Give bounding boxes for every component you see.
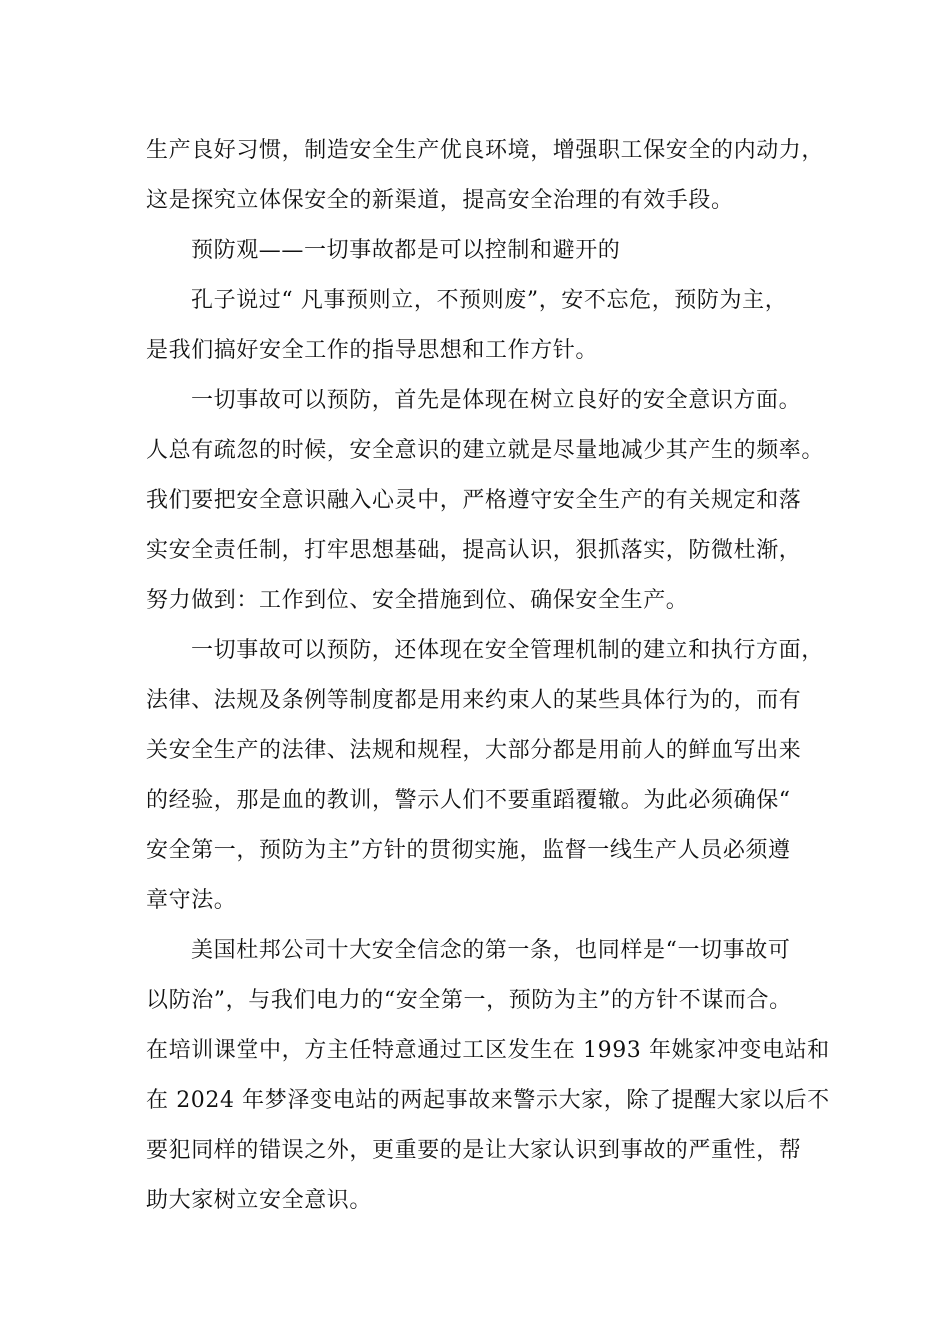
text-line: 在 2024 年梦泽变电站的两起事故来警示大家，除了提醒大家以后不 <box>146 1088 830 1113</box>
text-line: 章守法。 <box>146 888 237 913</box>
section-heading: 预防观——一切事故都是可以控制和避开的 <box>191 238 621 263</box>
text-line: 一切事故可以预防，首先是体现在树立良好的安全意识方面。 <box>191 388 802 413</box>
text-line: 关安全生产的法律、法规和规程，大部分都是用前人的鲜血写出来 <box>146 738 802 763</box>
text-line: 一切事故可以预防，还体现在安全管理机制的建立和执行方面， <box>191 638 824 663</box>
text-line: 以防治”，与我们电力的“安全第一，预防为主”的方针不谋而合。 <box>146 988 792 1013</box>
text-line: 在培训课堂中，方主任特意通过工区发生在 1993 年姚家冲变电站和 <box>146 1038 830 1063</box>
text-line: 安全第一，预防为主”方针的贯彻实施，监督一线生产人员必须遵 <box>146 838 791 863</box>
text-line: 助大家树立安全意识。 <box>146 1188 373 1213</box>
text-line: 人总有疏忽的时候，安全意识的建立就是尽量地减少其产生的频率。 <box>146 438 825 463</box>
text-line: 实安全责任制，打牢思想基础，提高认识，狠抓落实，防微杜渐， <box>146 538 802 563</box>
text-line: 是我们搞好安全工作的指导思想和工作方针。 <box>146 338 599 363</box>
text-line: 的经验，那是血的教训，警示人们不要重蹈覆辙。为此必须确保“ <box>146 788 791 813</box>
text-line: 要犯同样的错误之外，更重要的是让大家认识到事故的严重性，帮 <box>146 1138 802 1163</box>
text-line: 法律、法规及条例等制度都是用来约束人的某些具体行为的，而有 <box>146 688 802 713</box>
text-line: 努力做到：工作到位、安全措施到位、确保安全生产。 <box>146 588 689 613</box>
text-line: 生产良好习惯，制造安全生产优良环境，增强职工保安全的内动力， <box>146 138 825 163</box>
text-line: 美国杜邦公司十大安全信念的第一条，也同样是“一切事故可 <box>191 938 791 963</box>
text-line: 我们要把安全意识融入心灵中，严格遵守安全生产的有关规定和落 <box>146 488 802 513</box>
text-line: 孔子说过“ 凡事预则立，不预则废”，安不忘危，预防为主， <box>191 288 788 313</box>
text-line: 这是探究立体保安全的新渠道，提高安全治理的有效手段。 <box>146 188 734 213</box>
